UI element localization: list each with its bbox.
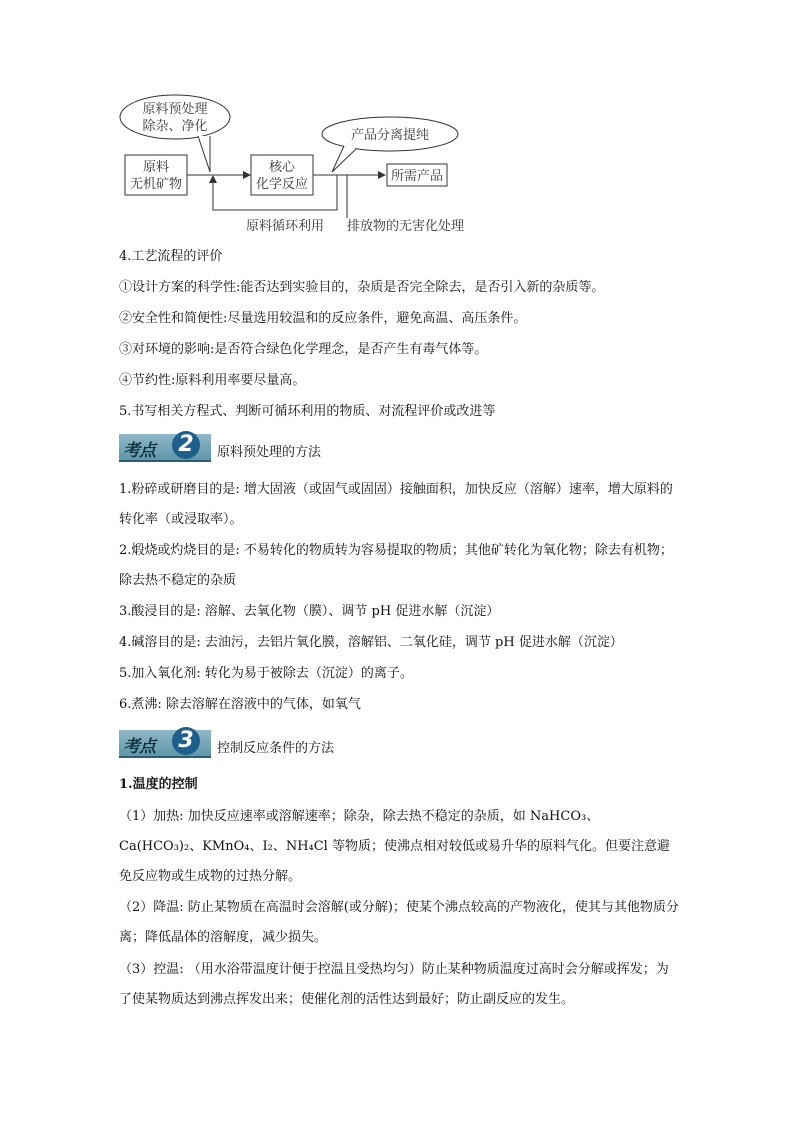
kaodian3-subheading: 1.温度的控制 xyxy=(119,777,198,792)
section4-item: ③对环境的影响:是否符合绿色化学理念，是否产生有毒气体等。 xyxy=(119,342,488,357)
kaodian2-item: 1.粉碎或研磨目的是: 增大固液（或固气或固固）接触面积，加快反应（溶解）速率，增大原料的转化率（或浸取率）。 xyxy=(119,482,673,527)
raw-box-line2: 无机矿物 xyxy=(129,177,183,192)
raw-box-line1: 原料 xyxy=(142,160,170,175)
section4-item: ①设计方案的科学性:能否达到实验目的，杂质是否完全除去，是否引入新的杂质等。 xyxy=(119,280,605,295)
kaodian2-header xyxy=(119,434,321,462)
emission-label: 排放物的无害化处理 xyxy=(347,219,465,234)
kaodian2-item: 5.加入氧化剂: 转化为易于被除去（沉淀）的离子。 xyxy=(119,666,413,681)
kaodian2-item: 6.煮沸: 除去溶解在溶液中的气体，如氧气 xyxy=(119,697,361,712)
kaodian3-badge-number: 3 xyxy=(172,727,200,755)
core-box-line1: 核心 xyxy=(268,160,296,175)
section4-item: ②安全性和简便性:尽量选用较温和的反应条件，避免高温、高压条件。 xyxy=(119,311,527,326)
section4-item: ④节约性:原料利用率要尽量高。 xyxy=(119,373,306,388)
kaodian3-badge xyxy=(119,730,211,758)
section4-heading: 4.工艺流程的评价 xyxy=(119,249,223,264)
pretreatment-line2: 除杂、净化 xyxy=(142,119,208,134)
recycle-label: 原料循环利用 xyxy=(245,219,325,234)
kaodian3-title: 控制反应条件的方法 xyxy=(217,741,335,756)
kaodian3-item: （1）加热: 加快反应速率或溶解速率；除杂，除去热不稳定的杂质，如 NaHCO₃、Ca(HCO₃)₂、KMnO₄、I₂、NH₄Cl 等物质；使沸点相对较低或易升华的原料气化。但要注意避免反应物或生成物的过热分解。 xyxy=(119,809,670,884)
kaodian2-item: 3.酸浸目的是: 溶解、去氧化物（膜）、调节 pH 促进水解（沉淀） xyxy=(119,604,500,619)
kaodian2-badge-number: 2 xyxy=(172,431,200,459)
kaodian2-badge-text: 考点 xyxy=(123,441,155,461)
process-flow-diagram xyxy=(100,92,500,242)
kaodian2-title: 原料预处理的方法 xyxy=(217,445,322,460)
pretreatment-line1: 原料预处理 xyxy=(142,102,208,117)
recycle-arrowhead xyxy=(209,175,217,183)
kaodian2-badge xyxy=(119,434,211,462)
section5-heading: 5.书写相关方程式、判断可循环利用的物质、对流程评价或改进等 xyxy=(119,404,496,419)
arrowhead-core xyxy=(243,171,251,179)
kaodian3-item: （3）控温: （用水浴带温度计便于控温且受热均匀）防止某种物质温度过高时会分解或挥发；为了使某物质达到沸点挥发出来；使催化剂的活性达到最好；防止副反应的发生。 xyxy=(119,962,669,1007)
arrowhead-product xyxy=(378,171,386,179)
kaodian3-badge-text: 考点 xyxy=(123,737,155,757)
core-box-line2: 化学反应 xyxy=(255,177,309,192)
kaodian3-item: （2）降温: 防止某物质在高温时会溶解(或分解)；使某个沸点较高的产物液化，使其与其他物质分离；降低晶体的溶解度，减少损失。 xyxy=(119,900,679,945)
kaodian2-item: 2.煅烧或灼烧目的是: 不易转化的物质转为容易提取的物质；其他矿转化为氧化物；除去有机物；除去热不稳定的杂质 xyxy=(119,543,673,588)
separation-label: 产品分离提纯 xyxy=(350,128,430,143)
kaodian3-header xyxy=(119,730,334,758)
product-box-label: 所需产品 xyxy=(390,169,444,184)
kaodian2-item: 4.碱溶目的是: 去油污，去铝片氧化膜，溶解铝、二氧化硅，调节 pH 促进水解（沉淀） xyxy=(119,635,623,650)
